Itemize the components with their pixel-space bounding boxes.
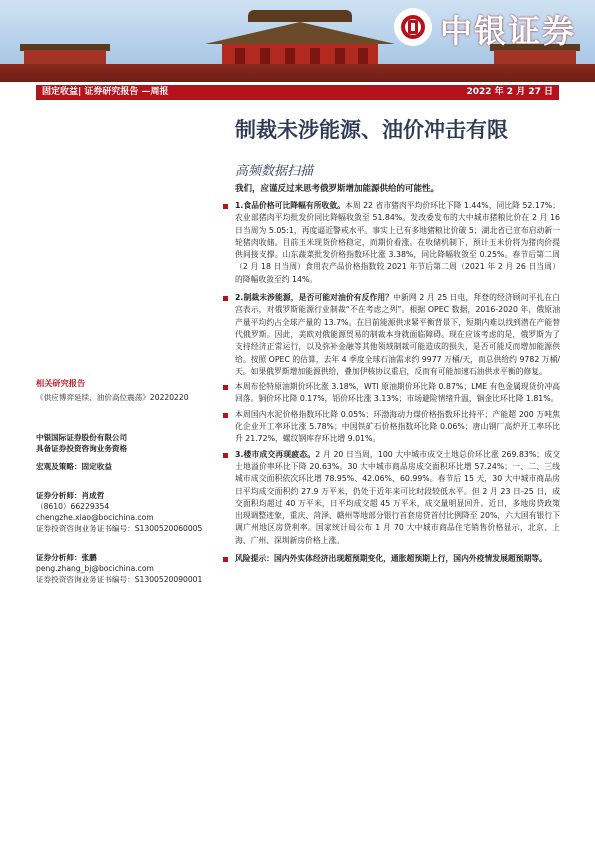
company-qualification: 具备证券投资咨询业务资格 bbox=[36, 444, 128, 453]
boc-logo-icon bbox=[394, 8, 432, 46]
brand-logo bbox=[382, 6, 592, 50]
bullet-text: 本周国内水泥价格指数环比降 0.05%；环渤海动力煤价格指数环比持平；产能超 200 万吨焦化企业开工率环比涨 5.78%；中国铁矿石价格指数环比降 0.06%；唐山钢厂高炉开工率环比升 21.72%，螺纹钢库存环比增 9.01%。 bbox=[235, 409, 560, 444]
analyst-cert: 证券投资咨询业务证书编号：S1300520060005 bbox=[36, 524, 203, 533]
bullet-heading: 1.食品价格可比降幅有所收敛。 bbox=[235, 201, 345, 210]
report-subtitle: 高频数据扫描 bbox=[235, 164, 314, 179]
banner-hall bbox=[222, 44, 378, 66]
bullet-risk bbox=[222, 553, 560, 565]
company-info bbox=[36, 432, 216, 472]
bullet-text: 2 月 20 日当周，100 大中城市成交土地总价环比涨 269.83%；成交土地溢价率环比下降 20.63%。30 大中城市商品房成交面积环比增 57.24%；一、二、三线城市成交面积依次环比增 78.95%、42.06%、60.99%。春节后 15 天，30 大中城市商品房日平均成交面积约 27.9 万平米，仍处于近年来可比时段较低水平。但 2 月 23 日-25 日，成交面积均超过 40 万平米，日平均成交超 45 万平米，成交量明显回升。近日，多地房贷政策出现调整迹象，重庆、菏泽、赣州等地部分银行首套房贷首付比例降至 20%，六大国有银行下调广州地区房贷利率。国家统计局公布 1 月 70 大中城市商品住宅销售价格显示，北京、上海、广州、深圳新房价格上涨。 bbox=[235, 449, 560, 545]
bullet-food-prices bbox=[222, 200, 560, 286]
sector-label: 宏观及策略：固定收益 bbox=[36, 462, 112, 471]
banner-roof-top bbox=[248, 10, 352, 22]
related-heading: 相关研究报告 bbox=[36, 378, 86, 388]
bullet-heading: 2.制裁未涉能源，是否可能对油价有反作用？ bbox=[235, 293, 394, 303]
banner-window bbox=[358, 48, 368, 64]
analyst-email[interactable]: peng.zhang_bj@bocichina.com bbox=[36, 564, 154, 573]
bullet-heading: 3.楼市成交再现疲态。 bbox=[235, 449, 316, 459]
banner-window bbox=[260, 48, 270, 64]
report-date: 2022 年 2 月 27 日 bbox=[466, 87, 553, 97]
brand-name: 中银证券 bbox=[440, 12, 577, 50]
analyst-phone: （8610）66229354 bbox=[36, 502, 110, 511]
bullet-text: 中新网 2 月 25 日电，拜登的经济顾问平扎在白宫表示，对俄罗斯能源行业制裁“不在考虑之列”。根据 OPEC 数据，2016-2020 年，俄原油产量平均约占全球产量的 13.7%。在目前能源供求紧平衡背景下，短期内难以找到潜在产能替代俄罗斯。因此，美欧对俄能源贸易的制裁本身就面临障碍。现在应该考虑的是，俄罗斯为了支持经济正常运行，以及弥补金融等其他领域制裁可能造成的损失，是否可能反而增加能源供给。按照 OPEC 的估算，去年 4 季度全球石油需求约 9977 万桶/天，而总供给约 9782 万桶/天。如果俄罗斯增加能源供给，叠加伊核协议重启，反而有可能加速石油供求平衡的修复。 bbox=[235, 293, 560, 376]
header-banner-image bbox=[0, 0, 595, 82]
banner-window bbox=[235, 48, 245, 64]
report-body bbox=[222, 200, 560, 568]
analyst-1 bbox=[36, 490, 216, 534]
bullet-text: 国内外实体经济出现超预期变化，通胀超预期上行，国内外疫情发展超预期等。 bbox=[273, 554, 547, 564]
related-report-link[interactable]: 《供应博弈延续、油价高位震荡》20220220 bbox=[36, 393, 189, 402]
report-lead: 我们，应谨反过来思考俄罗斯增加能源供给的可能性。 bbox=[235, 184, 440, 194]
analyst-name: 证券分析师：张鹏 bbox=[36, 553, 97, 562]
banner-window bbox=[310, 48, 320, 64]
banner-roof bbox=[205, 22, 395, 44]
banner-window bbox=[285, 48, 295, 64]
bullet-commodities bbox=[222, 381, 560, 406]
analyst-cert: 证券投资咨询业务证书编号：S1300520090001 bbox=[36, 575, 203, 584]
bullet-property bbox=[222, 449, 560, 547]
bullet-text: 本周 22 省市猪肉平均价环比下降 1.44%，同比降 52.17%；农业部猪肉平均批发价同比降幅收敛至 51.84%。发改委发布的大中城市猪粮比价在 2 月 16 日当周为 5.05:1，再度逼近警戒水平。事实上已有多地猪粮比价破 5；湖北省已宣布启动新一轮猪肉收储。目前玉米现货价格稳定，而期价看涨。在收储机制下，预计玉米价将为猪肉价提供间接支撑。山东蔬菜批发价格指数环比涨 3.38%，同比降幅收敛至 0.25%。春节后第二周（2 月 18 日当周）食用农产品价格指数较 2021 年节后第二周（2021 年 2 月 26 日当周）的降幅收敛至约 14%。 bbox=[235, 201, 560, 284]
report-category: 固定收益| 证券研究报告 —周报 bbox=[42, 87, 169, 97]
analyst-name: 证券分析师：肖成哲 bbox=[36, 491, 105, 500]
bullet-text: 本周布伦特原油期价环比涨 3.18%，WTI 原油期价环比降 0.87%；LME 有色金属现货价冲高回落。铜价环比降 0.17%，铝价环比涨 3.13%；市场避险情绪升温，铜金比环比降 1.81%。 bbox=[235, 382, 560, 404]
related-reports bbox=[36, 378, 216, 403]
bullet-industrial bbox=[222, 409, 560, 446]
analyst-2 bbox=[36, 552, 216, 585]
banner-wall bbox=[0, 64, 595, 82]
bullet-heading: 风险提示： bbox=[235, 554, 274, 564]
bullet-energy-sanctions bbox=[222, 292, 560, 378]
report-header-bar bbox=[36, 85, 559, 100]
banner-window bbox=[335, 48, 345, 64]
report-title: 制裁未涉能源、油价冲击有限 bbox=[235, 117, 508, 142]
analyst-email[interactable]: chengzhe.xiao@bocichina.com bbox=[36, 513, 154, 522]
company-name: 中银国际证券股份有限公司 bbox=[36, 433, 128, 442]
